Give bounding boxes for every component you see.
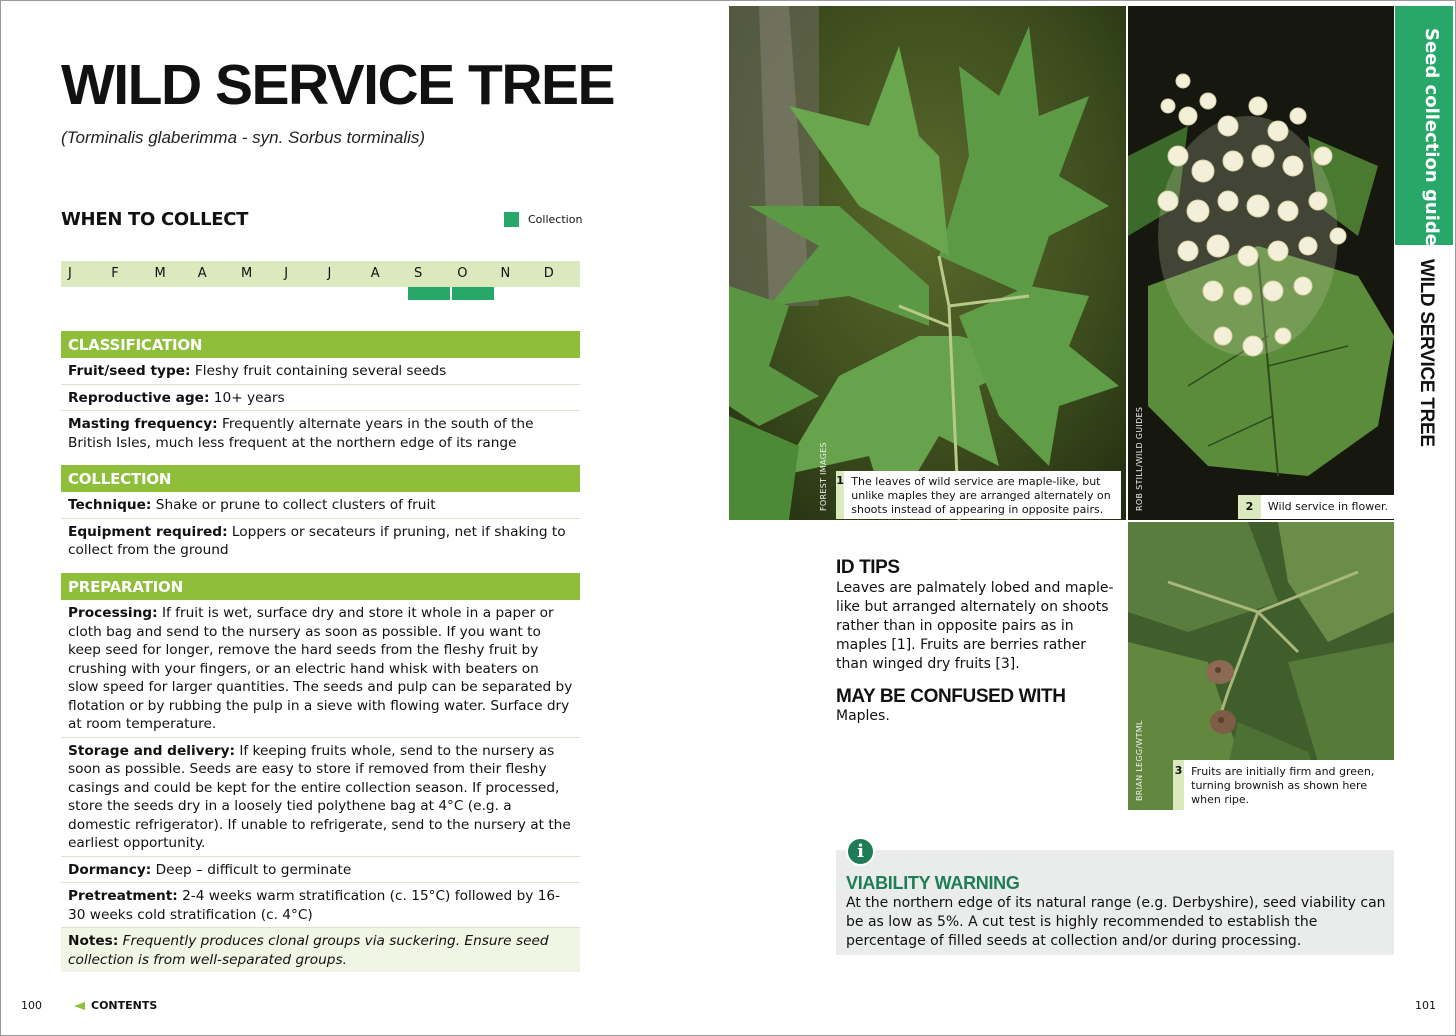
photo-credit: FOREST IMAGES [819, 442, 828, 511]
species-tab-label: WILD SERVICE TREE [1416, 259, 1437, 447]
preparation-section [61, 573, 580, 972]
caption-1 [836, 471, 1121, 519]
page-number-right: 101 [1415, 999, 1436, 1012]
page-title: WILD SERVICE TREE [61, 53, 615, 117]
month-bar [61, 261, 580, 287]
info-row: Dormancy: Deep – difficult to germinate [61, 857, 580, 884]
when-to-collect-heading: WHEN TO COLLECT [61, 209, 249, 230]
preparation-heading: PREPARATION [61, 573, 580, 600]
id-tips-heading: ID TIPS [836, 557, 900, 578]
contents-label: CONTENTS [91, 999, 158, 1012]
info-icon: i [846, 837, 875, 866]
contents-link[interactable] [74, 999, 157, 1012]
confused-with-text: Maples. [836, 708, 890, 724]
month-cell: M [241, 266, 253, 281]
scientific-name: (Torminalis glaberimma - syn. Sorbus torminalis) [61, 128, 426, 147]
info-row: Processing: If fruit is wet, surface dry and store it whole in a paper or cloth bag and send to the nursery as soon as possible. If you want to keep seed for longer, remove the hard seeds from the fleshy fruit by crushing with your fingers, or an electric hand whisk with beaters on slow speed for larger quantities. The seeds and pulp can be separated by flotation or by rubbing the pulp in a sieve with flowing water. Surface dry at room temperature. [61, 600, 580, 738]
caption-number: 2 [1238, 495, 1261, 519]
info-row: Pretreatment: 2-4 weeks warm stratification (c. 15°C) followed by 16-30 weeks cold stratification (c. 4°C) [61, 883, 580, 928]
month-cell: D [543, 266, 554, 281]
info-row: Masting frequency: Frequently alternate years in the south of the British Isles, much less frequent at the northern edge of its range [68, 416, 534, 451]
photo-leaves [729, 6, 1126, 520]
caption-text: Fruits are initially firm and green, turning brownish as shown here when ripe. [1191, 765, 1375, 806]
classification-section [61, 331, 580, 455]
caption-text: The leaves of wild service are maple-like, but unlike maples they are arranged alternately on shoots instead of appearing in opposite pairs. [851, 475, 1111, 516]
back-arrow-icon [74, 1002, 85, 1010]
month-cell: F [111, 266, 119, 281]
photo-credit: BRIAN LEGG/WTML [1135, 720, 1144, 801]
month-cell: S [414, 266, 423, 281]
flowers-illustration [1128, 6, 1394, 520]
collection-section [61, 465, 580, 563]
id-tips-text: Leaves are palmately lobed and maple-like but arranged alternately on shoots rather than in opposite pairs as in maples [1]. Fruits are berries rather than winged dry fruits [3]. [836, 580, 1114, 672]
month-cell: J [327, 266, 332, 281]
leaves-illustration [729, 6, 1126, 520]
seed-guide-label: Seed collection guide [1421, 28, 1442, 246]
notes-row: Notes: Frequently produces clonal groups via suckering. Ensure seed collection is from well-separated groups. [61, 928, 580, 972]
collection-mark-oct [452, 287, 494, 300]
month-cell: M [154, 266, 166, 281]
caption-number: 3 [1173, 760, 1184, 810]
month-cell: J [284, 266, 289, 281]
month-cell: A [197, 266, 207, 281]
caption-text: Wild service in flower. [1267, 500, 1388, 513]
collection-mark-sep [408, 287, 450, 300]
month-cell: A [370, 266, 380, 281]
legend-label: Collection [528, 213, 583, 226]
info-row: Equipment required: Loppers or secateurs if pruning, net if shaking to collect from the ground [68, 523, 566, 558]
caption-number: 1 [836, 471, 844, 519]
info-row: Storage and delivery: If keeping fruits whole, send to the nursery as soon as possible. Seeds are easy to store if removed from their fleshy casings and could be kept for the entire collection season. If processed, store the seeds dry in a loosely tied polythene bag at 4°C (e.g. a domestic refrigerator). If unable to refrigerate, send to the nursery at the earliest opportunity. [61, 738, 580, 857]
collection-heading: COLLECTION [61, 465, 580, 492]
viability-warning-text: At the northern edge of its natural range (e.g. Derbyshire), seed viability can be as low as 5%. A cut test is highly recommended to establish the percentage of filled seeds at collection and/or during processing. [846, 895, 1386, 949]
month-cell: N [500, 266, 511, 281]
info-row: Technique: Shake or prune to collect clusters of fruit [61, 492, 580, 519]
caption-3 [1173, 760, 1394, 810]
page-number-left: 100 [21, 999, 42, 1012]
info-row: Reproductive age: 10+ years [61, 385, 580, 412]
classification-heading: CLASSIFICATION [61, 331, 580, 358]
confused-with-heading: MAY BE CONFUSED WITH [836, 686, 1066, 707]
caption-2 [1238, 495, 1394, 519]
collection-swatch [504, 212, 519, 227]
month-cell: J [68, 266, 72, 281]
photo-flowers [1128, 6, 1394, 520]
viability-warning-heading: VIABILITY WARNING [846, 873, 1020, 893]
month-cell: O [457, 266, 468, 281]
collection-legend [504, 212, 582, 227]
photo-credit: ROB STILL/WILD GUIDES [1135, 406, 1144, 511]
seed-guide-tab[interactable] [1395, 6, 1453, 245]
info-row: Fruit/seed type: Fleshy fruit containing several seeds [61, 358, 580, 385]
